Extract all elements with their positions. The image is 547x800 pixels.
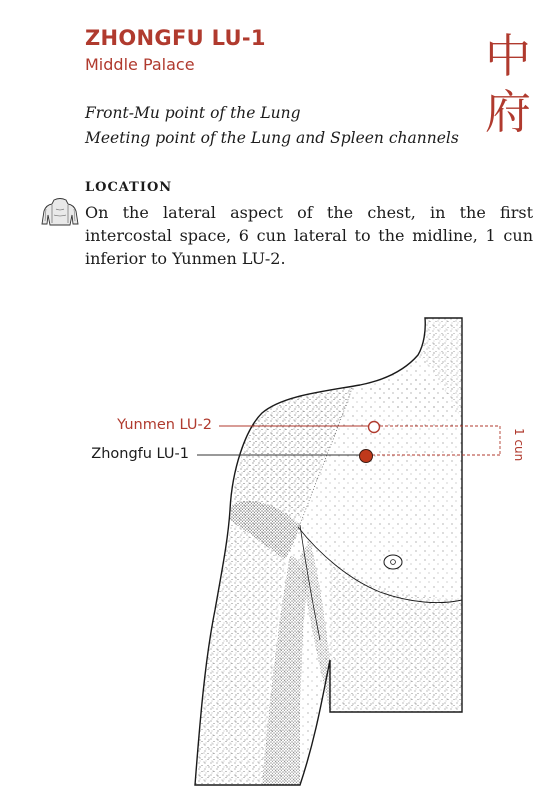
yunmen-lu2-point	[369, 422, 380, 433]
chinese-characters	[478, 28, 538, 140]
point-title: ZHONGFU LU-1	[85, 26, 266, 50]
location-description: On the lateral aspect of the chest, in the first intercostal space, 6 cun lateral to the midline, 1 cun inferior to Yunmen LU-2.	[85, 203, 533, 268]
distance-label: 1 cun	[512, 428, 526, 462]
location-heading: LOCATION	[85, 180, 173, 195]
property-line-2: Meeting point of the Lung and Spleen channels	[85, 129, 459, 147]
chinese-character-1: 中	[485, 29, 531, 83]
zhongfu-lu1-label: Zhongfu LU-1	[91, 446, 189, 462]
chest-illustration	[0, 300, 547, 800]
property-line-1: Front-Mu point of the Lung	[85, 104, 301, 122]
torso-figure-icon	[40, 197, 80, 227]
point-subtitle: Middle Palace	[85, 55, 195, 74]
yunmen-lu2-label: Yunmen LU-2	[117, 417, 212, 433]
chinese-character-2: 府	[485, 85, 531, 139]
zhongfu-lu1-point	[360, 450, 373, 463]
